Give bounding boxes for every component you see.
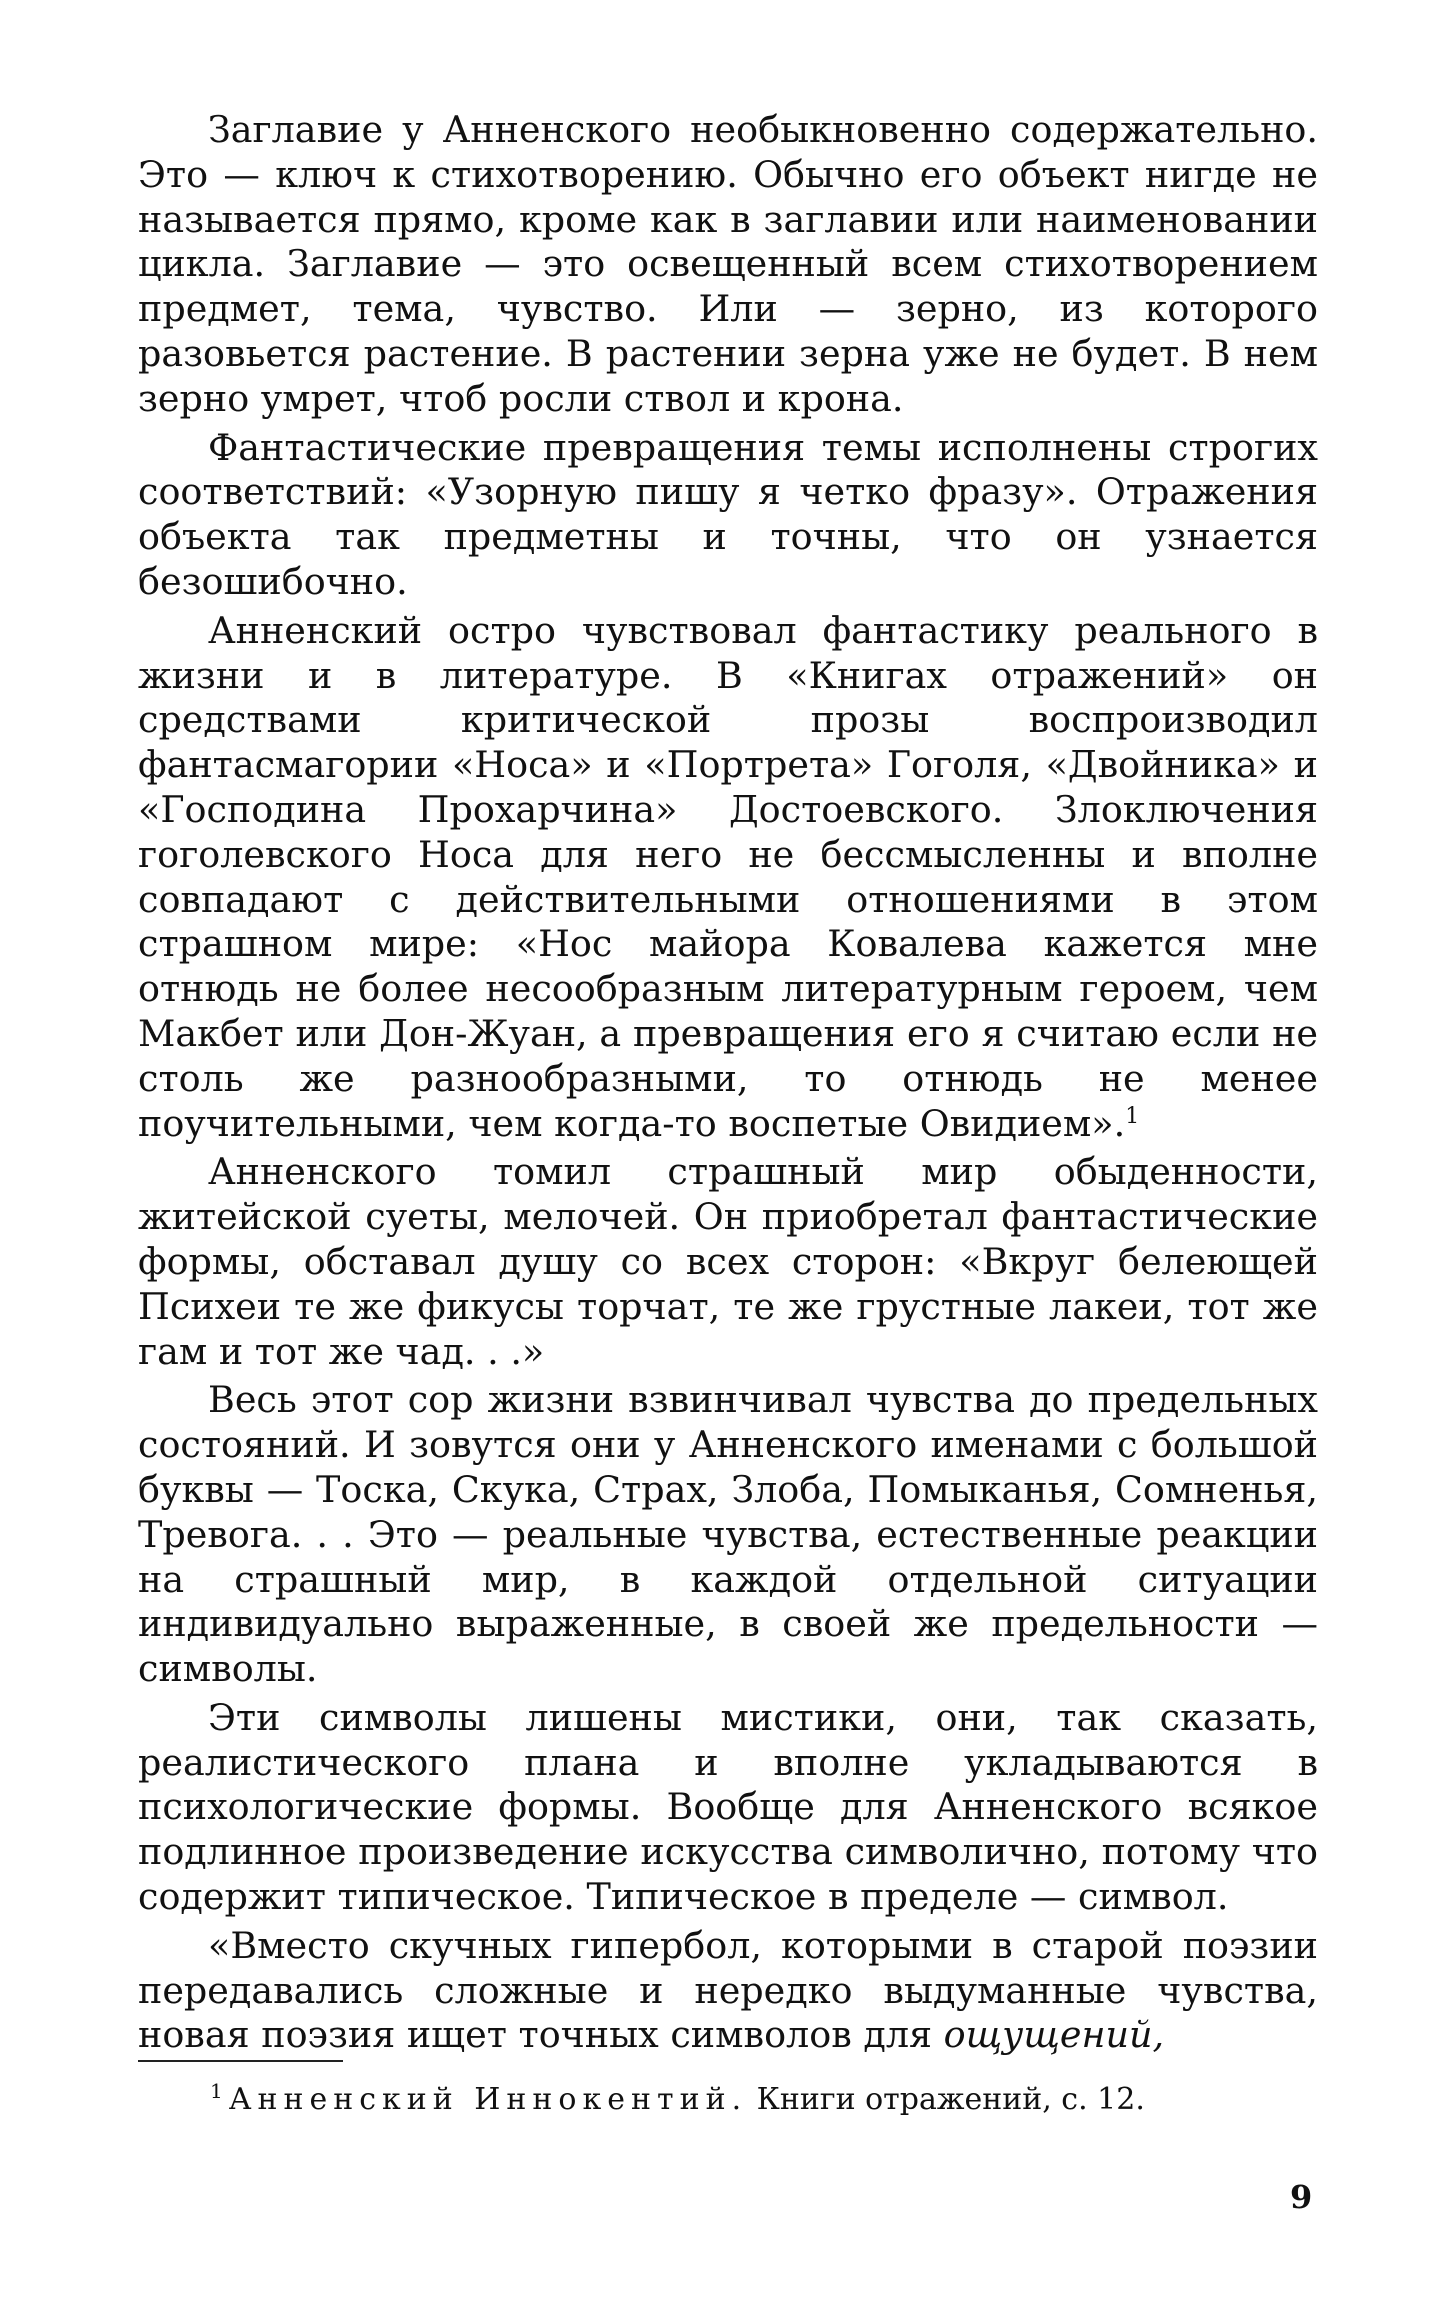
paragraph-text: Анненского томил страшный мир обыденности, житейской суеты, мелочей. Он приобретал фантастические формы, обставал душу со всех сторон: «Вкруг белеющей Психеи те же фикусы торчат, те же грустные лакеи, тот же гам и тот же чад. . .»: [138, 1150, 1318, 1373]
paragraph-fantastic-real: [138, 609, 1318, 1147]
paragraph-text: Весь этот сор жизни взвинчивал чувства до предельных состояний. И зовутся они у Анненского именами с большой буквы — Тоска, Скука, Страх, Злоба, Помыканья, Сомненья, Тревога. . . Это — реальные чувства, естественные реакции на страшный мир, в каждой отдельной ситуации индивидуально выраженные, в своей же предельности — символы.: [138, 1378, 1318, 1691]
footnote-reference: 1: [1125, 1103, 1140, 1129]
paragraph-symbols: [138, 1696, 1318, 1920]
footnote-source: Книги отражений, с. 12.: [756, 2082, 1145, 2117]
paragraph-title-meaning: [138, 108, 1318, 422]
paragraph-transformations: [138, 426, 1318, 605]
paragraph-feelings: [138, 1378, 1318, 1692]
paragraph-text: Фантастические превращения темы исполнены строгих соответствий: «Узорную пишу я четко фразу». Отражения объекта так предметны и точны, что он узнается безошибочно.: [138, 425, 1318, 603]
footnote-author: Анненский Иннокентий.: [228, 2082, 748, 2117]
paragraph-quote-poetry: [138, 1924, 1318, 2058]
paragraph-text: Эти символы лишены мистики, они, так сказать, реалистического плана и вполне укладываются в психологические формы. Вообще для Анненского всякое подлинное произведение искусства символично, потому что содержит типическое. Типическое в пределе — символ.: [138, 1695, 1318, 1919]
page-body: [138, 108, 1318, 2058]
footnote: [210, 2079, 1145, 2118]
footnote-divider: [138, 2060, 343, 2062]
paragraph-everyday-world: [138, 1150, 1318, 1374]
page-number: 9: [1290, 2178, 1313, 2216]
paragraph-text: Анненский остро чувствовал фантастику реального в жизни и в литературе. В «Книгах отражений» он средствами критической прозы воспроизводил фантасмагории «Носа» и «Портрета» Гоголя, «Двойника» и «Господина Прохарчина» Достоевского. Злоключения гоголевского Носа для него не бессмысленны и вполне совпадают с действительными отношениями в этом страшном мире: «Нос майора Ковалева кажется мне отнюдь не более несообразным литературным героем, чем Макбет или Дон-Жуан, а превращения его я считаю если не столь же разнообразными, то отнюдь не менее поучительными, чем когда-то воспетые Овидием».: [138, 608, 1318, 1145]
paragraph-text: «Вместо скучных гипербол, которыми в старой поэзии передавались сложные и нередко выдуманные чувства, новая поэзия ищет точных символов для: [138, 1923, 1318, 2057]
italic-word: ощущений,: [943, 2013, 1165, 2057]
paragraph-text: Заглавие у Анненского необыкновенно содержательно. Это — ключ к стихотворению. Обычно его объект нигде не называется прямо, кроме как в заглавии или наименовании цикла. Заглавие — это освещенный всем стихотворением предмет, тема, чувство. Или — зерно, из которого разовьется растение. В растении зерна уже не будет. В нем зерно умрет, чтоб росли ствол и крона.: [138, 108, 1318, 420]
footnote-number: 1: [210, 2079, 223, 2103]
